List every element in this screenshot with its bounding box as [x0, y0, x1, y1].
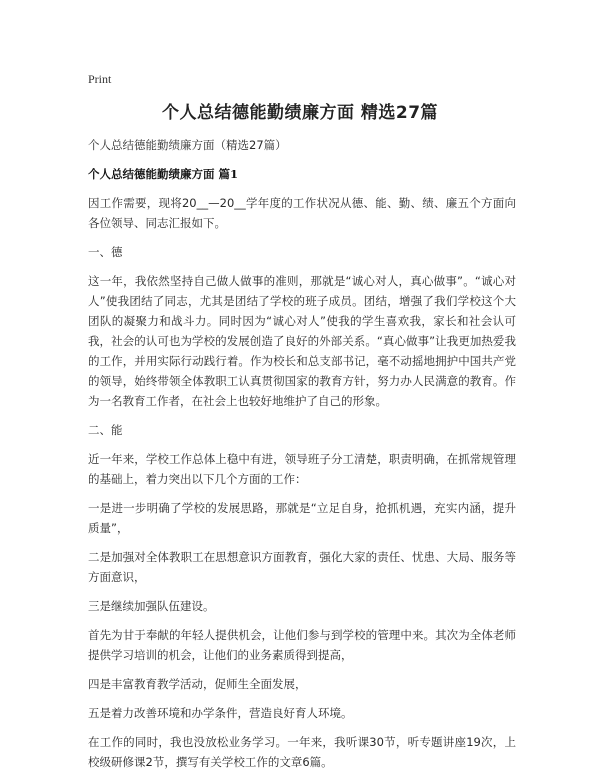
paragraph-point-3-detail: 首先为甘于奉献的年轻人提供机会，让他们参与到学校的管理中来。其次为全体老师提供学习培训的机会，让他们的业务素质得到提高，: [88, 628, 516, 662]
paragraph-point-5: 五是着力改善环境和办学条件，营造良好育人环境。: [88, 706, 353, 720]
paragraph-point-2: 二是加强对全体教职工在思想意识方面教育，强化大家的责任、忧患、大局、服务等方面意识，: [88, 550, 516, 584]
paragraph-point-3: 三是继续加强队伍建设。: [88, 599, 215, 613]
print-link[interactable]: Print: [88, 72, 112, 86]
page-title: 个人总结德能勤绩廉方面 精选27篇: [161, 103, 439, 123]
section-heading: 个人总结德能勤绩廉方面 篇1: [88, 167, 239, 181]
paragraph-neng-intro: 近一年来，学校工作总体上稳中有进，领导班子分工清楚，职责明确，在抓常规管理的基础上，着力突出以下几个方面的工作：: [88, 452, 516, 486]
paragraph-point-1: 一是进一步明确了学校的发展思路，那就是“立足自身，抢抓机遇，充实内涵，提升质量”，: [88, 501, 516, 535]
paragraph-de: 这一年，我依然坚持自己做人做事的准则，那就是“诚心对人，真心做事”。“诚心对人”使我团结了同志，尤其是团结了学校的班子成员。团结，增强了我们学校这个大团队的凝聚力和战斗力。同时因为“诚心对人”使我的学生喜欢我，家长和社会认可我，社会的认可也为学校的发展创造了良好的外部关系。“真心做事”让我更加热爱我的工作，并用实际行动践行着。作为校长和总支部书记，毫不动摇地拥护中国共产党的领导，始终带领全体教职工认真贯彻国家的教育方针，努力办人民满意的教育。作为一名教育工作者，在社会上也较好地维护了自己的形象。: [88, 274, 516, 408]
paragraph-study: 在工作的同时，我也没放松业务学习。一年来，我听课30节，听专题讲座19次，上校级研修课2节，撰写有关学校工作的文章6篇。: [88, 735, 516, 769]
heading-de: 一、德: [88, 245, 123, 259]
document-body: [88, 135, 516, 781]
document-subtitle: 个人总结德能勤绩廉方面（精选27篇）: [88, 138, 287, 152]
paragraph-point-4: 四是丰富教育教学活动，促师生全面发展，: [88, 677, 307, 691]
paragraph-intro: 因工作需要，现将20__—20__学年度的工作状况从德、能、勤、绩、廉五个方面向各位领导、同志汇报如下。: [88, 196, 516, 230]
heading-neng: 二、能: [88, 423, 123, 437]
